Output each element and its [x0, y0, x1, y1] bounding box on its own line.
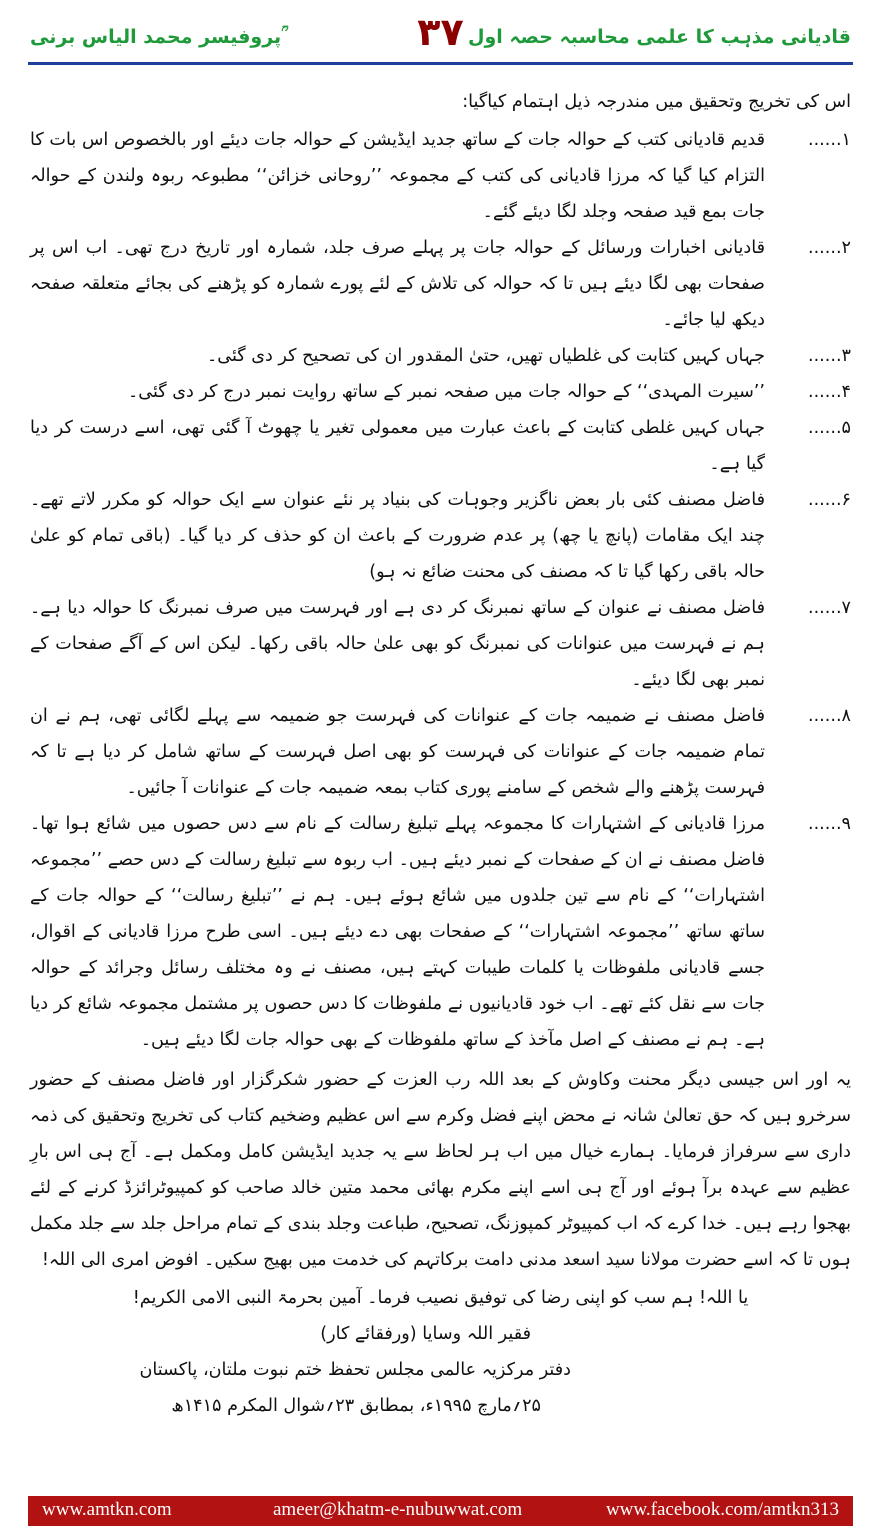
item-text: فاضل مصنف کئی بار بعض ناگزیر وجوہات کی بنیاد پر نئے عنوان سے ایک حوالہ کو مکرر لاتے تھے۔ چند ایک مقامات (پانچ یا چھ) پر عدم ضرورت کے باعث ان کو حذف کر دیا گیا۔ (باقی تمام کو علیٰ حالہ باقی رکھا گیا تا کہ مصنف کی محنت ضائع نہ ہو) [30, 490, 765, 582]
list-item [30, 338, 851, 374]
item-text: جہاں کہیں کتابت کی غلطیاں تھیں، حتیٰ المقدور ان کی تصحیح کر دی گئی۔ [206, 346, 765, 366]
list-item [30, 806, 851, 1058]
item-number: ۷...... [807, 598, 851, 618]
item-text: قادیانی اخبارات ورسائل کے حوالہ جات پر پہلے صرف جلد، شمارہ اور تاریخ درج تھی۔ اب اس پر صفحات بھی لگا دیئے ہیں تا کہ حوالہ کی تلاش کے لئے پورے شمارہ کو پڑھنے کی بجائے متعلقہ صفحہ دیکھ لیا جائے۔ [30, 238, 765, 330]
item-number: ۴...... [807, 382, 851, 402]
facebook-link[interactable]: www.facebook.com/amtkn313 [605, 1499, 839, 1520]
item-text: جہاں کہیں غلطی کتابت کے باعث عبارت میں معمولی تغیر یا چھوٹ آ گئی تھی، اسے درست کر دیا گیا ہے۔ [30, 418, 765, 474]
item-number: ۲...... [807, 238, 851, 258]
page-body [30, 84, 851, 1424]
item-text: قدیم قادیانی کتب کے حوالہ جات کے ساتھ جدید ایڈیشن کے حوالہ جات دیئے اور بالخصوص اس بات کا التزام کیا گیا کہ مرزا قادیانی کی کتب کے مجموعہ ’’روحانی خزائن‘‘ مطبوعہ ربوہ ولندن کے حوالہ جات بمع قید صفحہ وجلد لگا دیئے گئے۔ [30, 130, 765, 222]
closing-paragraph: یہ اور اس جیسی دیگر محنت وکاوش کے بعد اللہ رب العزت کے حضور شکرگزار اور فاضل مصنف کے حضور سرخرو ہیں کہ حق تعالیٰ شانہ نے محض اپنے فضل وکرم سے اس عظیم وضخیم کتاب کی تخریج وتحقیق کی ذمہ داری سے سرفراز فرمایا۔ ہمارے خیال میں اب ہر لحاظ سے یہ جدید ایڈیشن کامل ومکمل ہے۔ آج ہی اس بارِ عظیم سے عہدہ برآ ہوئے اور آج ہی اسے اپنے مکرم بھائی محمد متین خالد صاحب کو کمپیوٹرائزڈ کرنے کے لئے بھجوا رہے ہیں۔ خدا کرے کہ اب کمپیوٹر کمپوزنگ، تصحیح، طباعت وجلد بندی کے تمام مراحل جلد سے جلد مکمل ہوں تا کہ اسے حضرت مولانا سید اسعد مدنی دامت برکاتہم کی خدمت میں بھیج سکیں۔ افوض امری الی اللہ! [30, 1070, 851, 1270]
list-item [30, 482, 851, 590]
item-number: ۸...... [807, 706, 851, 726]
signature-date: ۲۵؍مارچ ۱۹۹۵ء، بمطابق ۲۳؍شوال المکرم ۱۴۱۵ھ [171, 1396, 541, 1416]
item-number: ۱...... [807, 130, 851, 150]
signature-name: فقیر اللہ وسایا (ورفقائے کار) [320, 1324, 531, 1344]
intro-text: اس کی تخریج وتحقیق میں مندرجہ ذیل اہتمام کیاگیا: [462, 92, 851, 112]
procedure-list [30, 122, 851, 1058]
header-divider [28, 62, 853, 65]
item-number: ۵...... [807, 418, 851, 438]
author-name: پروفیسر محمد الیاس برنی ؒ [30, 26, 286, 48]
page-footer [28, 1496, 853, 1526]
item-number: ۶...... [807, 490, 851, 510]
item-text: مرزا قادیانی کے اشتہارات کا مجموعہ پہلے تبلیغ رسالت کے نام سے دس حصوں میں شائع ہوا تھا۔ فاضل مصنف نے ان کے صفحات کے نمبر دیئے ہیں۔ اب ربوہ سے تبلیغ رسالت کے دس حصے ’’مجموعہ اشتہارات‘‘ کے نام سے تین جلدوں میں شائع ہوئے ہیں۔ ہم نے ’’تبلیغ رسالت‘‘ کے حوالہ جات کے ساتھ ساتھ ’’مجموعہ اشتہارات‘‘ کے صفحات بھی دے دیئے ہیں۔ اسی طرح مرزا قادیانی کے اقوال، جسے قادیانی ملفوظات یا کلمات طیبات کہتے ہیں، مصنف نے وہ مختلف رسائل وجرائد کے حوالہ جات سے نقل کئے تھے۔ اب خود قادیانیوں نے ملفوظات کا دس حصوں پر مشتمل مجموعہ شائع کر دیا ہے۔ ہم نے مصنف کے اصل مآخذ کے ساتھ ملفوظات کے بھی حوالہ جات لگا دیئے ہیں۔ [30, 814, 765, 1050]
page-header [0, 0, 881, 74]
item-text: ’’سیرت المہدی‘‘ کے حوالہ جات میں صفحہ نمبر کے ساتھ روایت نمبر درج کر دی گئی۔ [127, 382, 765, 402]
prayer-line: یا اللہ! ہم سب کو اپنی رضا کی توفیق نصیب فرما۔ آمین بحرمۃ النبی الامی الکریم! [132, 1288, 749, 1308]
list-item [30, 590, 851, 698]
page-number: ۳۷ [417, 10, 464, 54]
signature-office: دفتر مرکزیہ عالمی مجلس تحفظ ختم نبوت ملتان، پاکستان [139, 1360, 571, 1380]
list-item [30, 374, 851, 410]
list-item [30, 410, 851, 482]
list-item [30, 698, 851, 806]
item-number: ۳...... [807, 346, 851, 366]
email-link[interactable]: ameer@khatm-e-nubuwwat.com [273, 1499, 523, 1520]
item-text: فاضل مصنف نے عنوان کے ساتھ نمبرنگ کر دی ہے اور فہرست میں صرف نمبرنگ کا حوالہ دیا ہے۔ ہم نے فہرست میں عنوانات کی نمبرنگ کو بھی علیٰ حالہ باقی رکھا۔ لیکن اس کے آگے صفحات کے نمبر بھی لگا دیئے۔ [30, 598, 765, 690]
list-item [30, 122, 851, 230]
item-text: فاضل مصنف نے ضمیمہ جات کے عنوانات کی فہرست جو ضمیمہ سے پہلے لگائی تھی، ہم نے ان تمام ضمیمہ جات کے عنوانات کی فہرست کو بھی اصل فہرست کے ساتھ شامل کر دیا ہے تا کہ فہرست پڑھنے والے شخص کے سامنے پوری کتاب بمعہ ضمیمہ جات کے عنوانات آ جائیں۔ [30, 706, 765, 798]
list-item [30, 230, 851, 338]
website-link[interactable]: www.amtkn.com [42, 1499, 172, 1520]
book-title: قادیانی مذہب کا علمی محاسبہ حصہ اول [467, 26, 851, 48]
item-number: ۹...... [807, 814, 851, 834]
